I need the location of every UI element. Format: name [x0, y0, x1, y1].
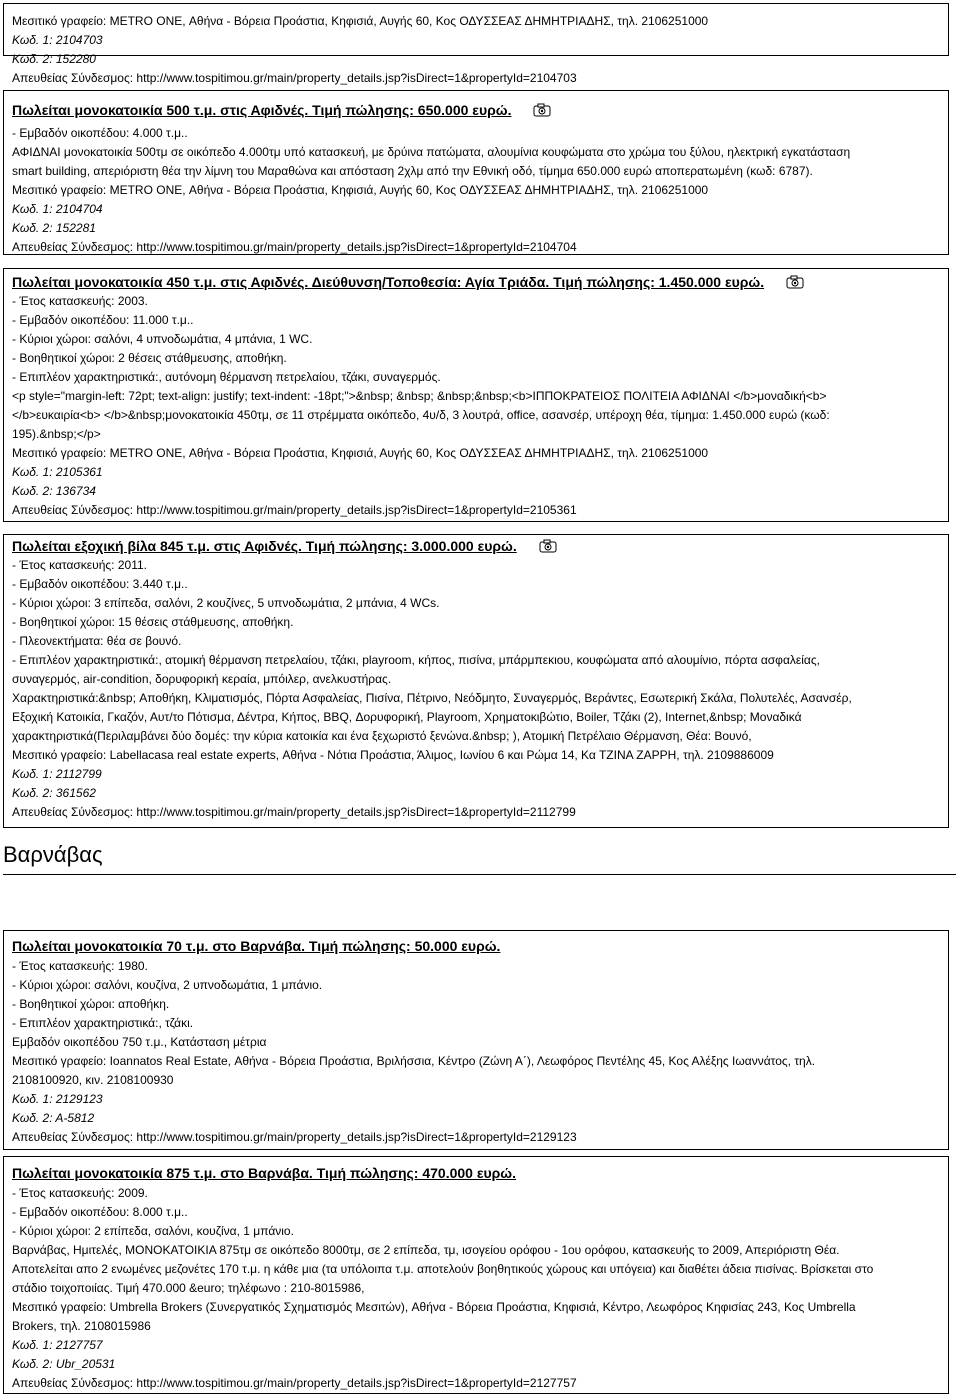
code-1: Κωδ. 1: 2105361 [12, 465, 103, 479]
description-line: </b>ευκαιρία<b> </b>&nbsp;μονοκατοικία 450τμ, σε 11 στρέμματα οικόπεδο, 4υ/δ, 3 λουτρά, office, ασανσέρ, υπέροχη θέα, τίμημα: 1.450.000 ευρώ (κωδ: [12, 408, 830, 422]
main-rooms: - Κύριοι χώροι: σαλόνι, κουζίνα, 2 υπνοδωμάτια, 1 μπάνιο. [12, 978, 323, 992]
features-line: Εξοχική Κατοικία, Γκαζόν, Αυτ/το Πότισμα, Δέντρα, Κήπος, BBQ, Δορυφορική, Playroom, Χρηματοκιβώτιο, Boiler, Τζάκι (2), Internet,&nbsp; Μοναδικά [12, 710, 802, 724]
listing-title [12, 937, 500, 956]
code-2: Κωδ. 2: 136734 [12, 484, 96, 498]
features-line: χαρακτηριστικά(Περιλαμβάνει δύο δομές: την κύρια κατοικία και ένα ξεχωριστό ξενώνα.&nbsp; ), Ατομική Πετρέλαιο Θέρμανση, Θέα: Βουνό, [12, 729, 752, 743]
direct-link[interactable]: Απευθείας Σύνδεσμος: http://www.tospitimou.gr/main/property_details.jsp?isDirect=1&propertyId=2112799 [12, 805, 576, 819]
listing-title-text[interactable]: Πωλείται μονοκατοικία 875 τ.μ. στο Βαρνάβα. Τιμή πώλησης: 470.000 ευρώ. [12, 1165, 517, 1181]
description-line: Αποτελείται απο 2 ενωμένες μεζονέτες 170 τ.μ. η κάθε μια (τα υπόλοιπα τ.μ. αποτελούν βοηθητικούς χώρους και υπόγεια) και διαθέτει άδεια πισίνας. Βρίσκεται στο [12, 1262, 874, 1276]
auxiliary-rooms: - Βοηθητικοί χώροι: αποθήκη. [12, 997, 170, 1011]
agency-line: 2108100920, κιν. 2108100930 [12, 1073, 174, 1087]
plot-area: - Εμβαδόν οικοπέδου: 3.440 τ.μ.. [12, 577, 188, 591]
camera-icon[interactable] [533, 103, 551, 117]
listing-title [12, 101, 551, 120]
code-1: Κωδ. 1: 2112799 [12, 767, 102, 781]
extra-features: - Επιπλέον χαρακτηριστικά:, αυτόνομη θέρμανση πετρελαίου, τζάκι, συναγερμός. [12, 370, 441, 384]
agency-line: Brokers, τηλ. 2108015986 [12, 1319, 151, 1333]
camera-icon[interactable] [539, 539, 557, 553]
advantages: - Πλεονεκτήματα: θέα σε βουνό. [12, 634, 182, 648]
description-line: Εμβαδόν οικοπέδου 750 τ.μ., Κατάσταση μέτρια [12, 1035, 267, 1049]
listing-title-text[interactable]: Πωλείται μονοκατοικία 500 τ.μ. στις Αφιδνές. Τιμή πώλησης: 650.000 ευρώ. [12, 102, 512, 118]
main-rooms: - Κύριοι χώροι: 3 επίπεδα, σαλόνι, 2 κουζίνες, 5 υπνοδωμάτια, 2 μπάνια, 4 WCs. [12, 596, 440, 610]
direct-link[interactable]: Απευθείας Σύνδεσμος: http://www.tospitimou.gr/main/property_details.jsp?isDirect=1&propertyId=2104704 [12, 240, 577, 254]
listing-title-text[interactable]: Πωλείται μονοκατοικία 450 τ.μ. στις Αφιδνές. Διεύθυνση/Τοποθεσία: Αγία Τριάδα. Τιμή πώλησης: 1.450.000 ευρώ. [12, 274, 765, 290]
description-line: ΑΦΙΔΝΑΙ μονοκατοικία 500τμ σε οικόπεδο 4.000τμ υπό κατασκευή, με δρύινα πατώματα, αλουμίνια κουφώματα στο χρώμα του ξύλου, ηλεκτρική εγκατάσταση [12, 145, 851, 159]
listing-title-text[interactable]: Πωλείται εξοχική βίλα 845 τ.μ. στις Αφιδνές. Τιμή πώλησης: 3.000.000 ευρώ. [12, 538, 517, 554]
listing-title-text[interactable]: Πωλείται μονοκατοικία 70 τ.μ. στο Βαρνάβα. Τιμή πώλησης: 50.000 ευρώ. [12, 938, 501, 954]
code-2: Κωδ. 2: Α-5812 [12, 1111, 95, 1125]
description-line: <p style="margin-left: 72pt; text-align: justify; text-indent: -18pt;">&nbsp; &nbsp; &nbsp;&nbsp;<b>ΙΠΠΟΚΡΑΤΕΙΟΣ ΠΟΛΙΤΕΙΑ ΑΦΙΔΝΑΙ </b>μοναδική<b> [12, 389, 827, 403]
code-2: Κωδ. 2: 152281 [12, 221, 96, 235]
listing-title [12, 273, 804, 292]
section-heading: Βαρνάβας [3, 842, 103, 867]
agency-line: Μεσιτικό γραφείο: Labellacasa real estate experts, Αθήνα - Νότια Προάστια, Άλιμος, Ιωνίου 6 και Ρώμα 14, Κα ΤΖΙΝΑ ΖΑΡΡΗ, τηλ. 2109886009 [12, 748, 774, 762]
code-1: Κωδ. 1: 2104704 [12, 202, 103, 216]
direct-link[interactable]: Απευθείας Σύνδεσμος: http://www.tospitimou.gr/main/property_details.jsp?isDirect=1&propertyId=2127757 [12, 1376, 577, 1390]
code-2: Κωδ. 2: 361562 [12, 786, 96, 800]
code-2: Κωδ. 2: Ubr_20531 [12, 1357, 116, 1371]
plot-area: - Εμβαδόν οικοπέδου: 11.000 τ.μ.. [12, 313, 194, 327]
section-divider [3, 874, 956, 875]
agency-line: Μεσιτικό γραφείο: Ioannatos Real Estate, Αθήνα - Βόρεια Προάστια, Βριλήσσια, Κέντρο (Ζώνη Α΄), Λεωφόρος Πεντέλης 45, Κος Αλέξης Ιωαννάτος, τηλ. [12, 1054, 816, 1068]
code-1: Κωδ. 1: 2104703 [12, 33, 103, 47]
direct-link[interactable]: Απευθείας Σύνδεσμος: http://www.tospitimou.gr/main/property_details.jsp?isDirect=1&propertyId=2129123 [12, 1130, 577, 1144]
year-built: - Έτος κατασκευής: 2009. [12, 1186, 148, 1200]
auxiliary-rooms: - Βοηθητικοί χώροι: 15 θέσεις στάθμευσης, αποθήκη. [12, 615, 294, 629]
extra-features: συναγερμός, air-condition, δορυφορική κεραία, μπόιλερ, ανελκυστήρας. [12, 672, 392, 686]
description-line: smart building, απεριόριστη θέα την λίμνη του Μαραθώνα και απόσταση 2χλμ από την Εθνική οδό, τίμημα 650.000 ευρώ αποπερατωμένη (κωδ: 6787). [12, 164, 813, 178]
code-2: Κωδ. 2: 152280 [12, 52, 96, 66]
listing-title [12, 1164, 516, 1183]
direct-link[interactable]: Απευθείας Σύνδεσμος: http://www.tospitimou.gr/main/property_details.jsp?isDirect=1&propertyId=2104703 [12, 71, 577, 85]
extra-features: - Επιπλέον χαρακτηριστικά:, ατομική θέρμανση πετρελαίου, τζάκι, playroom, κήπος, πισίνα, μπάρμπεκιου, κουφώματα από αλουμίνιο, πόρτα ασφαλείας, [12, 653, 820, 667]
year-built: - Έτος κατασκευής: 2011. [12, 558, 147, 572]
camera-icon[interactable] [786, 275, 804, 289]
features-line: Χαρακτηριστικά:&nbsp; Αποθήκη, Κλιματισμός, Πόρτα Ασφαλείας, Πισίνα, Πέτρινο, Νεόδμητο, Συναγερμός, Βεράντες, Εσωτερική Σκάλα, Πολυτελές, Ασανσέρ, [12, 691, 852, 705]
description-line: Βαρνάβας, Ημιτελές, ΜΟΝΟΚΑΤΟΙΚΙΑ 875τμ σε οικόπεδο 8000τμ, σε 2 επίπεδα, τμ, ισογείου ορόφου - 1ου ορόφου, κατασκευής το 2009, Απεριόριστη Θέα. [12, 1243, 840, 1257]
agency-line: Μεσιτικό γραφείο: METRO ONE, Αθήνα - Βόρεια Προάστια, Κηφισιά, Αυγής 60, Κος ΟΔΥΣΣΕΑΣ ΔΗΜΗΤΡΙΑΔΗΣ, τηλ. 2106251000 [12, 446, 709, 460]
agency-line: Μεσιτικό γραφείο: METRO ONE, Αθήνα - Βόρεια Προάστια, Κηφισιά, Αυγής 60, Κος ΟΔΥΣΣΕΑΣ ΔΗΜΗΤΡΙΑΔΗΣ, τηλ. 2106251000 [12, 183, 709, 197]
description-line: στάδιο τοιχοποιίας. Τιμή 470.000 &euro; τηλέφωνο : 210-8015986, [12, 1281, 365, 1295]
main-rooms: - Κύριοι χώροι: σαλόνι, 4 υπνοδωμάτια, 4 μπάνια, 1 WC. [12, 332, 313, 346]
main-rooms: - Κύριοι χώροι: 2 επίπεδα, σαλόνι, κουζίνα, 1 μπάνιο. [12, 1224, 294, 1238]
listing-title [12, 537, 557, 556]
plot-area: - Εμβαδόν οικοπέδου: 8.000 τ.μ.. [12, 1205, 188, 1219]
plot-area: - Εμβαδόν οικοπέδου: 4.000 τ.μ.. [12, 126, 188, 140]
agency-line: Μεσιτικό γραφείο: Umbrella Brokers (Συνεργατικός Σχηματισμός Μεσιτών), Αθήνα - Βόρεια Προάστια, Κηφισιά, Κέντρο, Λεωφόρος Κηφισίας 243, Κος Umbrella [12, 1300, 856, 1314]
code-1: Κωδ. 1: 2129123 [12, 1092, 103, 1106]
auxiliary-rooms: - Βοηθητικοί χώροι: 2 θέσεις στάθμευσης, αποθήκη. [12, 351, 287, 365]
year-built: - Έτος κατασκευής: 1980. [12, 959, 148, 973]
direct-link[interactable]: Απευθείας Σύνδεσμος: http://www.tospitimou.gr/main/property_details.jsp?isDirect=1&propertyId=2105361 [12, 503, 577, 517]
agency-line: Μεσιτικό γραφείο: METRO ONE, Αθήνα - Βόρεια Προάστια, Κηφισιά, Αυγής 60, Κος ΟΔΥΣΣΕΑΣ ΔΗΜΗΤΡΙΑΔΗΣ, τηλ. 2106251000 [12, 14, 709, 28]
description-line: 195).&nbsp;</p> [12, 427, 101, 441]
extra-features: - Επιπλέον χαρακτηριστικά:, τζάκι. [12, 1016, 194, 1030]
year-built: - Έτος κατασκευής: 2003. [12, 294, 148, 308]
code-1: Κωδ. 1: 2127757 [12, 1338, 103, 1352]
